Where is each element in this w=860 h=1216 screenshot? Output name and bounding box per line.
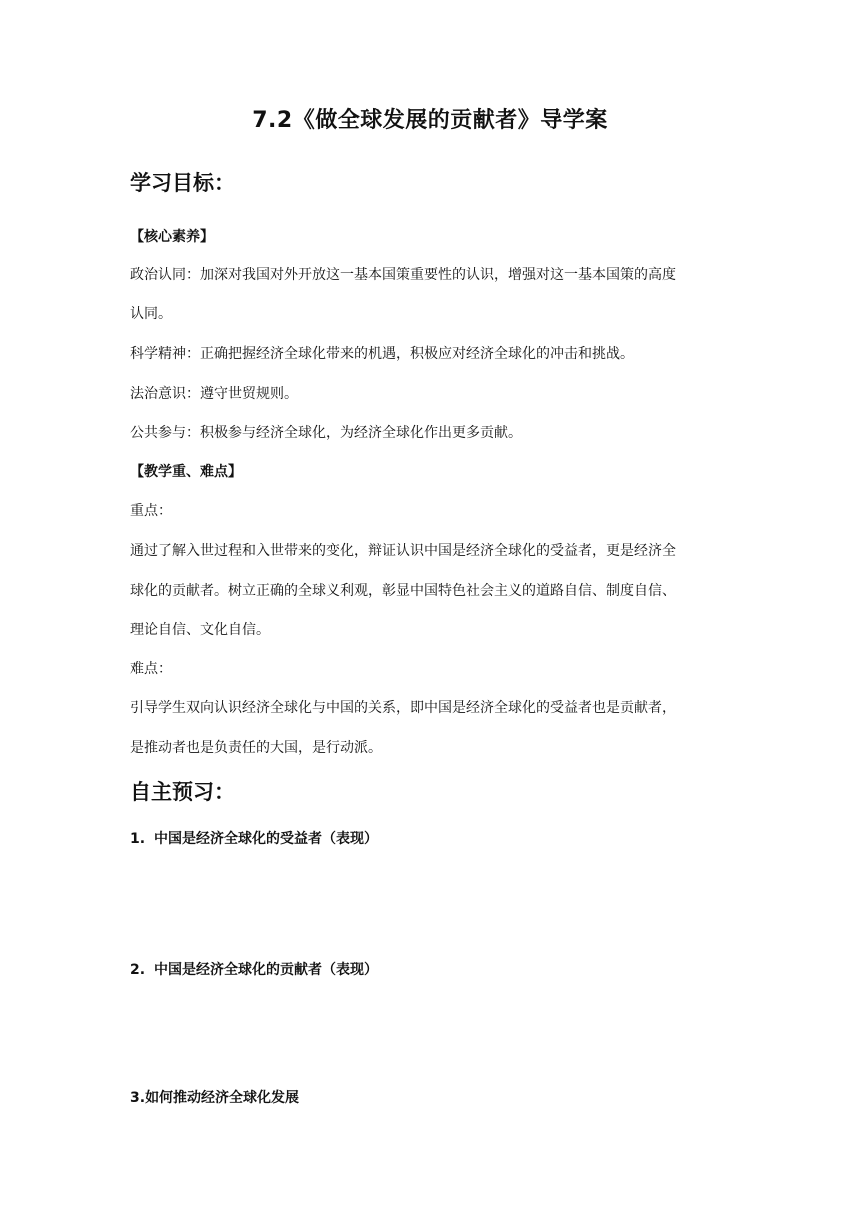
question-text: 中国是经济全球化的贡献者（表现）	[154, 962, 378, 978]
focus-line: 通过了解入世过程和入世带来的变化，辩证认识中国是经济全球化的受益者，更是经济全	[130, 543, 676, 559]
question-number: 2.	[130, 962, 146, 978]
section-heading-objectives: 学习目标：	[130, 171, 235, 195]
question-text: 如何推动经济全球化发展	[145, 1090, 300, 1106]
core-literacy-line: 政治认同：加深对我国对外开放这一基本国策重要性的认识，增强对这一基本国策的高度	[130, 267, 676, 283]
question-text: 中国是经济全球化的受益者（表现）	[154, 831, 378, 847]
focus-label: 重点：	[130, 503, 172, 519]
document-title: 7.2《做全球发展的贡献者》导学案	[252, 108, 608, 133]
question-item	[130, 1087, 299, 1107]
question-item	[130, 959, 378, 979]
core-literacy-heading: 【核心素养】	[130, 229, 214, 245]
focus-line: 球化的贡献者。树立正确的全球义利观，彰显中国特色社会主义的道路自信、制度自信、	[130, 583, 676, 599]
core-literacy-line: 科学精神：正确把握经济全球化带来的机遇，积极应对经济全球化的冲击和挑战。	[130, 346, 634, 362]
difficulty-line: 是推动者也是负责任的大国，是行动派。	[130, 740, 382, 756]
question-number: 3.	[130, 1090, 146, 1106]
question-number: 1.	[130, 831, 146, 847]
focus-line: 理论自信、文化自信。	[130, 622, 270, 638]
difficulty-label: 难点：	[130, 661, 172, 677]
difficulty-line: 引导学生双向认识经济全球化与中国的关系，即中国是经济全球化的受益者也是贡献者，	[130, 700, 676, 716]
core-literacy-line: 认同。	[130, 306, 172, 322]
core-literacy-line: 公共参与：积极参与经济全球化，为经济全球化作出更多贡献。	[130, 425, 522, 441]
section-heading-preview: 自主预习：	[130, 780, 235, 804]
question-item	[130, 828, 378, 848]
key-points-heading: 【教学重、难点】	[130, 464, 242, 480]
core-literacy-line: 法治意识：遵守世贸规则。	[130, 386, 298, 402]
